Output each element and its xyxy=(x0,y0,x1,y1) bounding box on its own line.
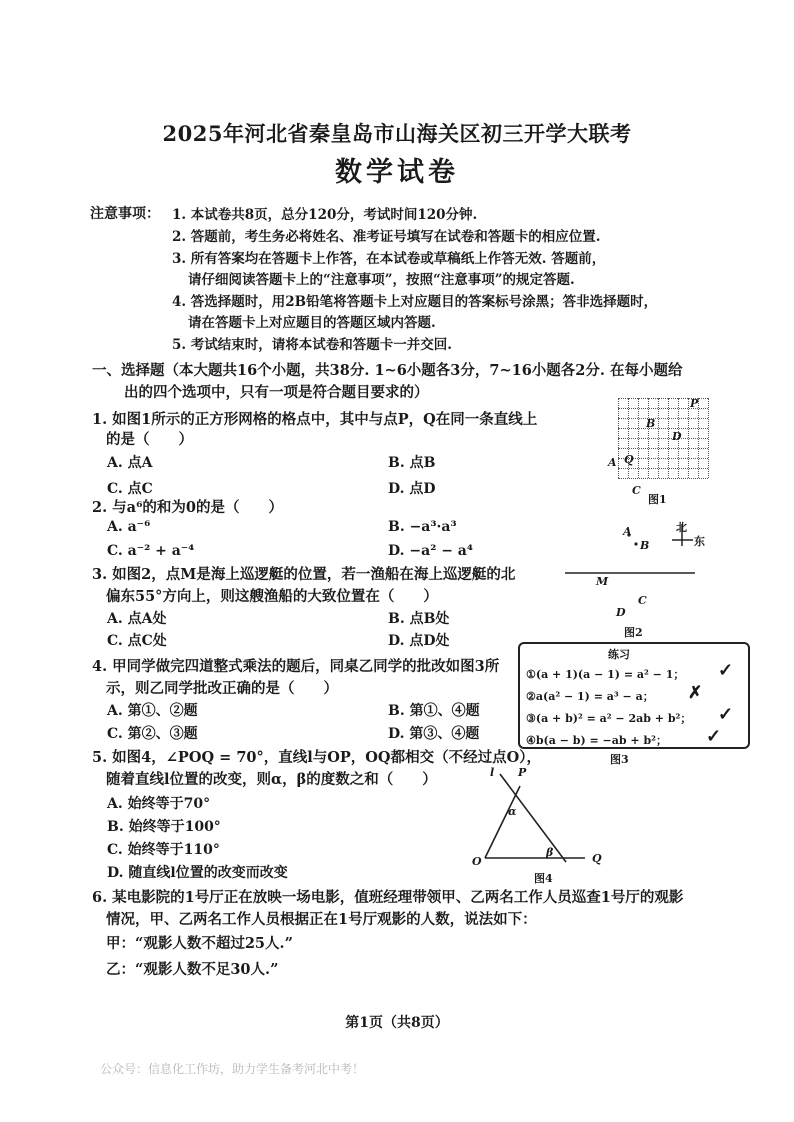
fig4-label-p: P xyxy=(518,766,527,779)
question-3-stem: 3. 如图2，点M是海上巡逻艇的位置，若一渔船在海上巡逻艇的北 xyxy=(92,566,516,583)
fig1-point-p: P xyxy=(690,397,699,410)
fig2-point-d: D xyxy=(616,606,626,619)
fig1-point-c: C xyxy=(632,484,641,497)
fig2-point-c: C xyxy=(638,594,647,607)
exam-subtitle: 数学试卷 xyxy=(335,157,459,188)
q3-option-c: C. 点C处 xyxy=(107,633,167,649)
q5-option-d: D. 随直线l位置的改变而改变 xyxy=(107,865,288,881)
q6-statement-yi: 乙：“观影人数不足30人.” xyxy=(106,961,279,978)
fig2-point-b: B xyxy=(640,539,650,552)
fig3-mark-3: ✓ xyxy=(718,704,734,725)
fig3-row-4: ④b(a − b) = −ab + b²； xyxy=(526,734,667,747)
fig3-row-3: ③(a + b)² = a² − 2ab + b²； xyxy=(526,712,692,725)
fig2-north-label: 北 xyxy=(676,521,687,534)
question-5-stem-cont: 随着直线l位置的改变，则α，β的度数之和（ ） xyxy=(106,771,437,788)
question-1-stem: 1. 如图1所示的正方形网格的格点中，其中与点P，Q在同一条直线上 xyxy=(92,411,538,428)
q2-option-d: D. −a² − a⁴ xyxy=(388,543,474,559)
fig3-mark-1: ✓ xyxy=(718,660,734,681)
note-item: 1. 本试卷共8页，总分120分，考试时间120分钟. xyxy=(172,207,478,223)
fig1-point-q: Q xyxy=(624,453,634,466)
fig4-label-q: Q xyxy=(592,852,602,865)
q3-option-d: D. 点D处 xyxy=(388,633,450,649)
fig4-label-alpha: α xyxy=(508,805,517,818)
exam-title: 2025年河北省秦皇岛市山海关区初三开学大联考 xyxy=(162,121,632,146)
q2-option-c: C. a⁻² + a⁻⁴ xyxy=(107,543,195,559)
question-6-stem-cont: 情况，甲、乙两名工作人员根据正在1号厅观影的人数，说法如下： xyxy=(106,911,537,928)
fig2-east-label: 东 xyxy=(694,535,705,548)
page-number: 第1页（共8页） xyxy=(345,1015,449,1031)
section-heading: 一、选择题（本大题共16个小题，共38分. 1~6小题各3分，7~16小题各2分. 在每小题给 xyxy=(92,362,683,379)
q4-option-a: A. 第①、②题 xyxy=(107,703,198,719)
fig3-mark-2: ✗ xyxy=(688,683,703,703)
q5-option-c: C. 始终等于110° xyxy=(107,842,220,858)
note-item: 4. 答选择题时，用2B铅笔将答题卡上对应题目的答案标号涂黑；答非选择题时， xyxy=(172,294,658,310)
fig3-row-2: ②a(a² − 1) = a³ − a； xyxy=(526,690,654,703)
fig1-point-a: A xyxy=(608,456,617,469)
figure-3-caption: 图3 xyxy=(610,753,629,766)
fig4-label-l: l xyxy=(490,766,495,779)
fig2-point-a: A xyxy=(623,525,632,538)
q3-option-a: A. 点A处 xyxy=(107,611,167,627)
fig4-line-l xyxy=(500,774,566,862)
fig3-row-1: ①(a + 1)(a − 1) = a² − 1； xyxy=(526,668,685,681)
fig3-title: 练习 xyxy=(608,648,630,661)
note-item: 3. 所有答案均在答题卡上作答，在本试卷或草稿纸上作答无效. 答题前， xyxy=(172,251,606,267)
figure-4 xyxy=(470,764,610,874)
question-1-stem-cont: 的是（ ） xyxy=(106,431,193,448)
fig2-dot-b xyxy=(634,542,637,545)
question-5-stem: 5. 如图4，∠POQ = 70°，直线l与OP，OQ都相交（不经过点O）， xyxy=(92,749,541,766)
question-4-stem: 4. 甲同学做完四道整式乘法的题后，同桌乙同学的批改如图3所 xyxy=(92,658,500,675)
fig1-point-d: D xyxy=(672,430,682,443)
q1-option-b: B. 点B xyxy=(388,455,436,471)
fig4-ray-op xyxy=(485,786,520,858)
q4-option-d: D. 第③、④题 xyxy=(388,726,480,742)
question-2-stem: 2. 与a⁶的和为0的是（ ） xyxy=(92,499,284,516)
note-item: 请在答题卡上对应题目的答题区域内答题. xyxy=(188,315,436,331)
q1-option-d: D. 点D xyxy=(388,481,436,497)
q3-option-b: B. 点B处 xyxy=(388,611,450,627)
q2-option-b: B. −a³·a³ xyxy=(388,519,457,535)
fig4-label-o: O xyxy=(472,855,482,868)
note-item: 5. 考试结束时，请将本试卷和答题卡一并交回. xyxy=(172,337,452,353)
question-4-stem-cont: 示，则乙同学批改正确的是（ ） xyxy=(106,680,338,697)
figure-1-grid xyxy=(618,398,708,478)
q5-option-b: B. 始终等于100° xyxy=(107,819,221,835)
q2-option-a: A. a⁻⁶ xyxy=(107,519,151,535)
q1-option-a: A. 点A xyxy=(107,455,153,471)
q5-option-a: A. 始终等于70° xyxy=(107,796,211,812)
q4-option-b: B. 第①、④题 xyxy=(388,703,480,719)
watermark-text: 公众号：信息化工作坊，助力学生备考河北中考！ xyxy=(100,1062,365,1076)
fig3-mark-4: ✓ xyxy=(706,726,722,747)
q1-option-c: C. 点C xyxy=(107,481,153,497)
q6-statement-jia: 甲：“观影人数不超过25人.” xyxy=(106,935,293,952)
question-6-stem: 6. 某电影院的1号厅正在放映一场电影，值班经理带领甲、乙两名工作人员巡查1号厅的观影 xyxy=(92,889,684,906)
section-heading-cont: 出的四个选项中，只有一项是符合题目要求的） xyxy=(124,384,429,401)
figure-4-caption: 图4 xyxy=(534,872,553,885)
figure-2-caption: 图2 xyxy=(624,626,643,639)
question-3-stem-cont: 偏东55°方向上，则这艘渔船的大致位置在（ ） xyxy=(106,588,438,605)
figure-1-caption: 图1 xyxy=(648,493,667,506)
note-item: 请仔细阅读答题卡上的“注意事项”，按照“注意事项”的规定答题. xyxy=(188,272,575,288)
fig2-point-m: M xyxy=(596,575,609,588)
note-item: 2. 答题前，考生务必将姓名、准考证号填写在试卷和答题卡的相应位置. xyxy=(172,229,601,245)
fig1-point-b: B xyxy=(646,417,656,430)
notes-label: 注意事项： xyxy=(90,206,160,222)
q4-option-c: C. 第②、③题 xyxy=(107,726,198,742)
fig4-label-beta: β xyxy=(546,846,554,859)
